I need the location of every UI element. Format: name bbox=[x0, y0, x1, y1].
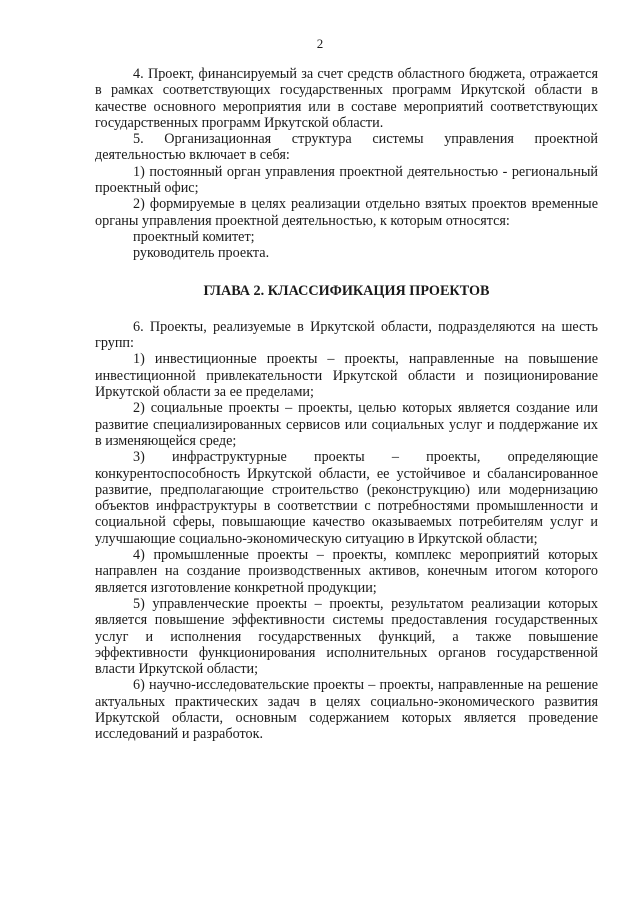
list-item-5-2: 2) формируемые в целях реализации отдельно взятых проектов временные органы управления проектной деятельностью, к которым относятся: bbox=[95, 196, 598, 229]
page-number: 2 bbox=[316, 36, 324, 51]
paragraph-5: 5. Организационная структура системы управления проектной деятельностью включает в себя: bbox=[95, 131, 598, 164]
list-item-5-1: 1) постоянный орган управления проектной деятельностью - региональный проектный офис; bbox=[95, 163, 598, 197]
list-item-6-5: 5) управленческие проекты – проекты, результатом реализации которых является повышение эффективности системы предоставления государственных услуг и исполнения государственных функций, а также повышение эффективности функционирования исполнительных органов государственной власти Иркутской области; bbox=[95, 595, 598, 678]
list-item-6-2: 2) социальные проекты – проекты, целью которых является создание или развитие специализированных сервисов или социальных услуг и поддержание их в изменяющейся среде; bbox=[95, 400, 598, 449]
list-item-6-3: 3) инфраструктурные проекты – проекты, определяющие конкурентоспособность Иркутской области, ее устойчивое и сбалансированное развитие, предполагающие строительство (реконструкцию) или модернизацию объектов инфраструктуры в соответствии с потребностями промышленности и социальной сферы, повышающие качество оказываемых потребителям услуг и улучшающие социально-экономическую ситуацию в Иркутской области; bbox=[95, 449, 598, 547]
list-item-6-6: 6) научно-исследовательские проекты – проекты, направленные на решение актуальных практических задач в целях социально-экономического развития Иркутской области, основным содержанием которых является проведение исследований и разработок. bbox=[95, 677, 598, 743]
list-item-6-4: 4) промышленные проекты – проекты, комплекс мероприятий которых направлен на создание производственных активов, конечным итогом которого является изготовление конкретной продукции; bbox=[95, 547, 598, 596]
paragraph-6: 6. Проекты, реализуемые в Иркутской области, подразделяются на шесть групп: bbox=[95, 318, 598, 352]
list-item-6-1: 1) инвестиционные проекты – проекты, направленные на повышение инвестиционной привлекательности Иркутской области и позиционирование Иркутской области за ее пределами; bbox=[95, 351, 598, 401]
chapter-heading: ГЛАВА 2. КЛАССИФИКАЦИЯ ПРОЕКТОВ bbox=[203, 282, 490, 299]
paragraph-4: 4. Проект, финансируемый за счет средств областного бюджета, отражается в рамках соответствующих государственных программ Иркутской области в качестве основного мероприятия или в составе мероприятий соответствующих государственных программ Иркутской области. bbox=[95, 66, 598, 131]
list-line-project-leader: руководитель проекта. bbox=[133, 245, 270, 262]
document-body bbox=[95, 66, 598, 743]
list-line-project-committee: проектный комитет; bbox=[133, 228, 255, 245]
